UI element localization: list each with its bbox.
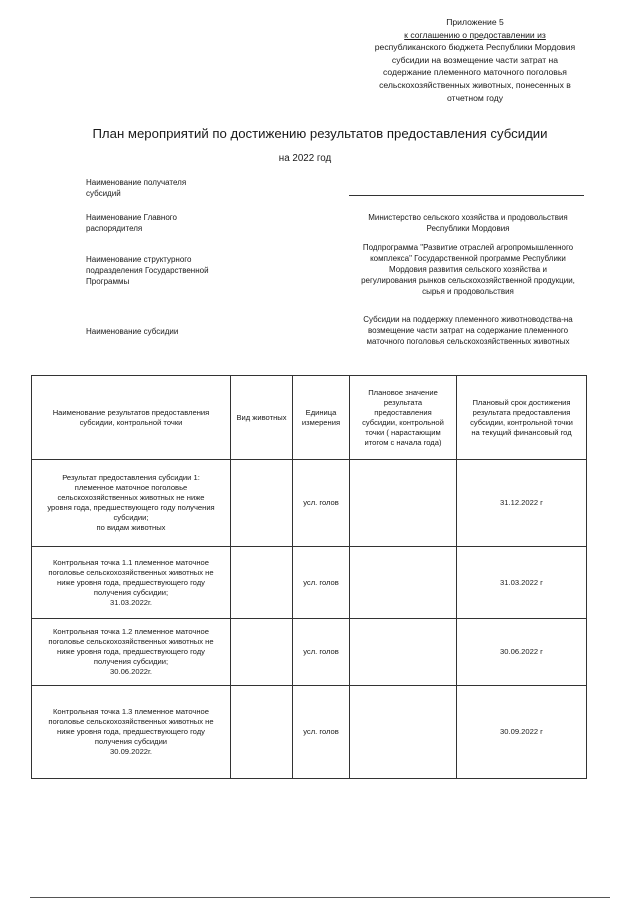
recipient-value-line <box>349 195 584 196</box>
appendix-line: к соглашению о предоставлении из <box>404 29 546 40</box>
program-label <box>86 254 236 287</box>
label-line: Наименование субсидии <box>86 327 179 336</box>
label-line: Наименование структурного <box>86 255 192 264</box>
animal-type-cell <box>231 686 293 779</box>
unit-cell: усл. голов <box>293 686 350 779</box>
unit-cell: усл. голов <box>293 547 350 619</box>
header-line: Наименование результатов предоставления <box>52 407 210 417</box>
cell-line: 30.09.2022г. <box>110 747 152 756</box>
cell-line: племенное маточное поголовье <box>74 483 188 492</box>
cell-line: ниже уровня года, предшествующего году <box>57 647 205 656</box>
header-line: результата <box>383 397 423 407</box>
unit-cell: усл. голов <box>293 460 350 547</box>
table-row <box>32 547 587 619</box>
subsidy-label <box>86 326 236 337</box>
deadline-cell: 30.06.2022 г <box>457 619 587 686</box>
deadline-cell: 30.09.2022 г <box>457 686 587 779</box>
result-name-cell <box>32 460 231 547</box>
header-line: Плановое значение <box>368 387 438 397</box>
header-line: точки ( нарастающим <box>365 427 441 437</box>
cell-line: уровня года, предшествующего году получения <box>47 503 215 512</box>
header-line: Плановый срок достижения <box>472 397 571 407</box>
cell-line: 31.03.2022г. <box>110 597 152 607</box>
plan-value-cell <box>350 547 457 619</box>
table-header-row <box>32 376 587 460</box>
value-line: регулирования рынков сельскохозяйственной продукции, <box>361 276 575 285</box>
plan-value-cell <box>350 686 457 779</box>
program-value <box>345 242 591 297</box>
cell-line: Контрольная точка 1.3 племенное маточное <box>53 707 209 716</box>
page-title: План мероприятий по достижению результатов предоставления субсидии <box>92 126 548 141</box>
header-line: субсидии, контрольной точки <box>79 417 183 427</box>
cell-line: по видам животных <box>96 523 166 532</box>
header-line: субсидии, контрольной <box>362 417 444 427</box>
header-line: результата предоставления <box>472 407 571 417</box>
header-line: на текущий финансовый год <box>471 427 572 437</box>
header-plan-value <box>350 376 457 460</box>
table-row <box>32 619 587 686</box>
value-line: комплекса" Государственной программе Республики <box>370 254 566 263</box>
manager-label <box>86 212 236 234</box>
plan-year: на 2022 год <box>278 153 332 164</box>
animal-type-cell <box>231 460 293 547</box>
header-line: Вид животных <box>236 412 287 422</box>
cell-line: Контрольная точка 1.1 племенное маточное <box>53 557 209 567</box>
manager-value <box>345 212 591 234</box>
cell-line: Результат предоставления субсидии 1: <box>62 473 200 482</box>
appendix-line: субсидии на возмещение части затрат на <box>391 54 559 65</box>
header-line: итогом с начала года) <box>364 437 442 447</box>
value-line: Субсидии на поддержку племенного животноводства-на <box>363 315 573 324</box>
label-line: распорядителя <box>86 224 143 233</box>
value-line: сырья и продовольствия <box>422 287 514 296</box>
appendix-line: республиканского бюджета Республики Мордовия <box>374 42 576 53</box>
value-line: Мордовия развития сельского хозяйства и <box>389 265 547 274</box>
value-line: Республики Мордовия <box>426 224 510 233</box>
cell-line: получения субсидии <box>94 737 168 746</box>
cell-line: поголовье сельскохозяйственных животных не <box>48 717 214 726</box>
header-animal-type <box>231 376 293 460</box>
plan-value-cell <box>350 619 457 686</box>
appendix-line: Приложение 5 <box>446 17 504 27</box>
header-line: предоставления <box>374 407 432 417</box>
cell-line: поголовье сельскохозяйственных животных не <box>48 567 214 577</box>
animal-type-cell <box>231 547 293 619</box>
appendix-line: отчетном году <box>446 92 504 103</box>
results-plan-table <box>31 375 587 779</box>
table-row <box>32 686 587 779</box>
label-line: Наименование Главного <box>86 213 177 222</box>
table-row <box>32 460 587 547</box>
result-name-cell <box>32 619 231 686</box>
value-line: Подпрограмма "Развитие отраслей агропромышленного <box>362 243 574 252</box>
value-line: маточного поголовья сельскохозяйственных животных <box>366 337 570 346</box>
header-line: измерения <box>301 417 341 427</box>
header-line: субсидии, контрольной точки <box>470 417 573 427</box>
header-unit <box>293 376 350 460</box>
unit-cell: усл. голов <box>293 619 350 686</box>
plan-value-cell <box>350 460 457 547</box>
header-line: Единица <box>305 407 337 417</box>
appendix-block <box>340 16 610 104</box>
label-line: подразделения Государственной <box>86 266 209 275</box>
recipient-label <box>86 177 236 199</box>
cell-line: ниже уровня года, предшествующего году <box>57 577 205 587</box>
header-result-name <box>32 376 231 460</box>
header-deadline <box>457 376 587 460</box>
cell-line: субсидии; <box>113 513 149 522</box>
cell-line: сельскохозяйственных животных не ниже <box>57 493 205 502</box>
result-name-cell <box>32 547 231 619</box>
animal-type-cell <box>231 619 293 686</box>
value-line: возмещение части затрат на содержание племенного <box>367 326 569 335</box>
cell-line: получения субсидии; <box>93 587 169 597</box>
value-line: Министерство сельского хозяйства и продовольствия <box>368 213 568 222</box>
cell-line: поголовье сельскохозяйственных животных не <box>48 637 214 646</box>
deadline-cell: 31.12.2022 г <box>457 460 587 547</box>
label-line: Наименование получателя <box>86 178 187 187</box>
label-line: Программы <box>86 277 130 286</box>
deadline-cell: 31.03.2022 г <box>457 547 587 619</box>
cell-line: получения субсидии; <box>93 657 169 666</box>
cell-line: ниже уровня года, предшествующего году <box>57 727 205 736</box>
appendix-line: сельскохозяйственных животных, понесенных в <box>379 79 571 90</box>
result-name-cell <box>32 686 231 779</box>
cell-line: 30.06.2022г. <box>110 667 152 676</box>
page-bottom-rule <box>30 897 610 898</box>
cell-line: Контрольная точка 1.2 племенное маточное <box>53 627 209 636</box>
appendix-line: содержание племенного маточного поголовья <box>383 67 567 78</box>
label-line: субсидий <box>86 189 121 198</box>
subsidy-value <box>345 314 591 347</box>
